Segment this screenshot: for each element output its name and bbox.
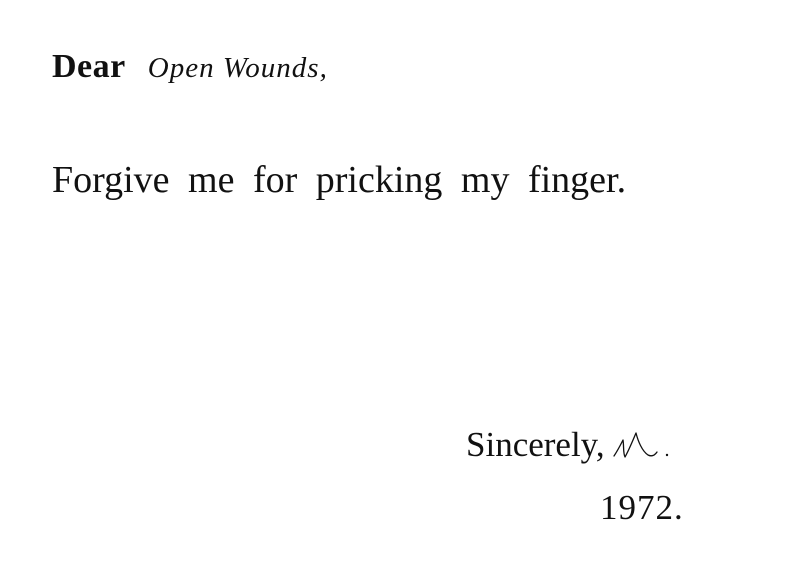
salutation-line [52, 48, 328, 86]
letter-body: Forgive me for pricking my finger. [52, 159, 627, 201]
closing-word: Sincerely, [466, 425, 605, 464]
recipient-name: Open Wounds, [147, 52, 328, 84]
letter-date: 1972. [600, 488, 684, 527]
handwritten-signature [611, 424, 673, 464]
closing-line [466, 424, 673, 465]
salutation-word: Dear [52, 48, 126, 85]
